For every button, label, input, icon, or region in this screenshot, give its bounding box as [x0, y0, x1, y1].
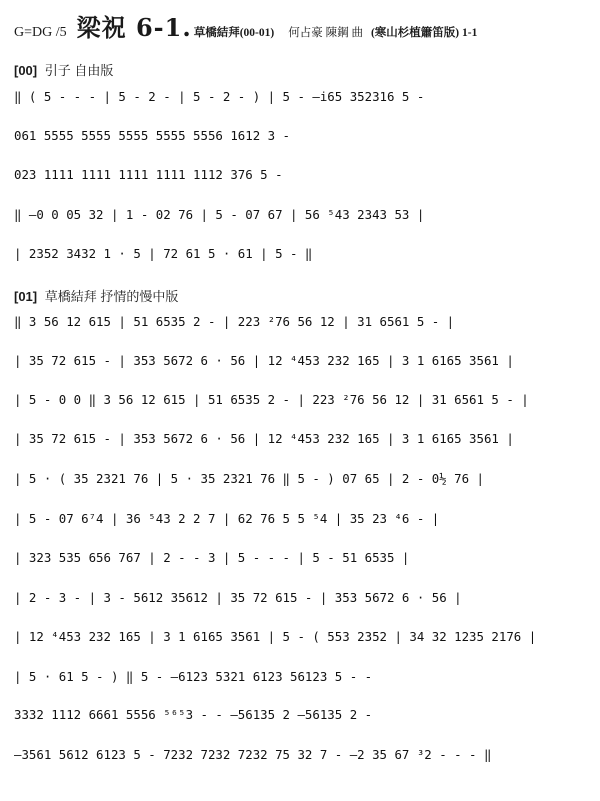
notation-line-9: | 35 72 615 - | 353 5672 6 · 56 | 12 ⁴453 232 165 | 3 1 6165 3561 | [14, 431, 514, 446]
score-header [14, 8, 588, 52]
notation-line-2: 061 5555 5555 5555 5555 5556 1612 3 - [14, 128, 291, 143]
notation-line-7: | 35 72 615 - | 353 5672 6 · 56 | 12 ⁴453 232 165 | 3 1 6165 3561 | [14, 353, 514, 368]
notation-line-1: ‖ ( 5 - - - | 5 - 2 - | 5 - 2 - ) | 5 - —i65 352316 5 - [14, 89, 425, 104]
key-signature: G=DG /5 [14, 25, 67, 40]
notation-line-8: | 5 - 0 0 ‖ 3 56 12 615 | 51 6535 2 - | 223 ²76 56 12 | 31 6561 5 - | [14, 392, 529, 407]
notation-line-3: 023 1111 1111 1111 1111 1112 376 5 - [14, 167, 283, 182]
notation-line-17: —3561 5612 6123 5 - 7232 7232 7232 75 32 7 - —2 35 67 ³2 - - - ‖ [14, 747, 492, 762]
section-tag: [01] [14, 289, 38, 304]
notation-line-5: | 2352 3432 1 · 5 | 72 61 5 · 61 | 5 - ‖ [14, 246, 313, 261]
notation-line-16: 3332 1112 6661 5556 ⁵⁶⁵3 - - —56135 2 —56135 2 - [14, 707, 373, 722]
score-title: 梁祝 6-1. [76, 13, 192, 42]
section-label: 草橋結拜 抒情的慢中版 [44, 289, 179, 304]
notation-line-13: | 2 - 3 - | 3 - 5612 35612 | 35 72 615 - | 353 5672 6 · 56 | [14, 590, 462, 605]
section-label: 引子 自由版 [44, 63, 114, 78]
notation-line-14: | 12 ⁴453 232 165 | 3 1 6165 3561 | 5 - ( 553 2352 | 34 32 1235 2176 | [14, 629, 537, 644]
notation-line-11: | 5 - 07 6⁷4 | 36 ⁵43 2 2 7 | 62 76 5 5 ⁵4 | 35 23 ⁴6 - | [14, 511, 440, 526]
section-tag: [00] [14, 63, 38, 78]
composer-credit: 何占豪 陳鋼 曲 [288, 27, 363, 39]
notation-line-6: ‖ 3 56 12 615 | 51 6535 2 - | 223 ²76 56 12 | 31 6561 5 - | [14, 314, 455, 329]
section-heading-01 [14, 286, 178, 305]
notation-line-15: | 5 · 61 5 - ) ‖ 5 - —6123 5321 6123 56123 5 - - [14, 669, 373, 684]
score-subtitle: 草橋結拜(00-01) [193, 27, 275, 39]
section-heading-00 [14, 60, 113, 79]
notation-line-12: | 323 535 656 767 | 2 - - 3 | 5 - - - | 5 - 51 6535 | [14, 550, 410, 565]
notation-line-4: ‖ —0 0 05 32 | 1 - 02 76 | 5 - 07 67 | 56 ⁵43 2343 53 | [14, 207, 425, 222]
edition-label: (寒山杉植簫笛版) 1-1 [370, 27, 478, 39]
notation-line-10: | 5 · ( 35 2321 76 | 5 · 35 2321 76 ‖ 5 - ) 07 65 | 2 - 0½ 76 | [14, 471, 484, 486]
